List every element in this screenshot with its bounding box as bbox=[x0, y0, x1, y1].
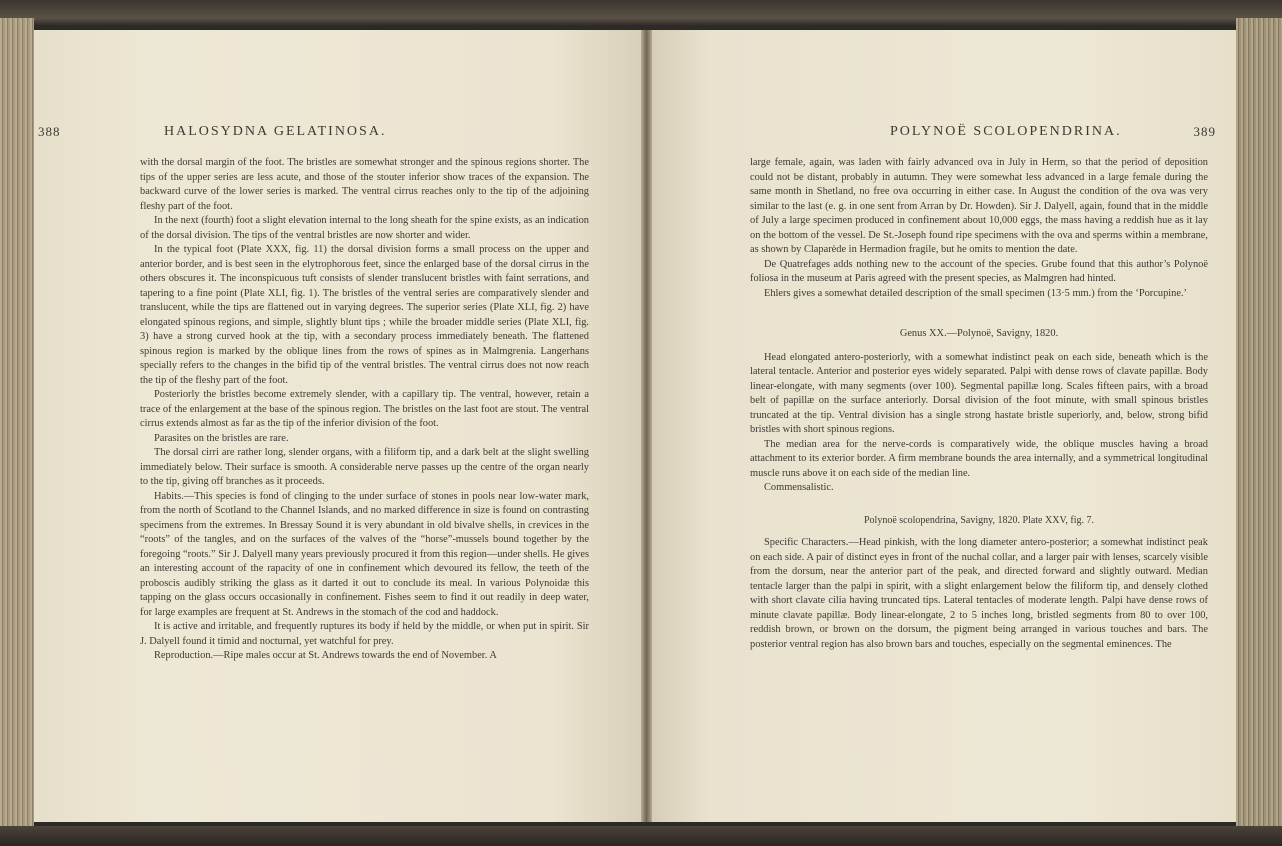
paragraph: In the next (fourth) foot a slight elevation internal to the long sheath for the spine exists, as an indication of the dorsal division. The tips of the ventral bristles are now shorter and wider. bbox=[140, 215, 589, 241]
paragraph: Parasites on the bristles are rare. bbox=[154, 432, 289, 444]
paragraph: In the typical foot (Plate XXX, fig. 11) the dorsal division forms a small process on the upper and anterior border, and is best seen in the elytrophorous feet, since the enlarged base of the dorsal cirrus in the others obscures it. The inconspicuous tuft consists of slender translucent bristles with faint serrations, and tapering to a fine point (Plate XLI, fig. 1). The bristles of the ventral series are comparatively slender and translucent, while the tips are flattened out in varying degrees. The superior series (Plate XLI, fig. 2) have elongated spinous regions, and simple, slightly blunt tips ; while the broader middle series (Plate XLI, fig. 3) have a strong curved hook at the tip, with a secondary process immediately beneath. The flattened spinous region is marked by the oblique lines from the rows of spines as in Malmgrenia. Langerhans specially refers to the changes in the bifid tip of the ventral bristles. The ventral cirrus does not now reach the tip of the fleshy part of the foot. bbox=[140, 244, 589, 386]
left-page bbox=[34, 30, 641, 822]
paragraph: Commensalistic. bbox=[764, 482, 834, 493]
paragraph: De Quatrefages adds nothing new to the account of the species. Grube found that this author’s Polynoë foliosa in the museum at Paris agreed with the present species, as Malmgren had hinted. bbox=[750, 258, 1208, 284]
page-edges-left bbox=[0, 18, 34, 830]
paragraph: The median area for the nerve-cords is comparatively wide, the oblique muscles having a broad attachment to its exterior border. A firm membrane bounds the area internally, and a symmetrical longitudinal muscle runs above it on each side of the median line. bbox=[750, 438, 1208, 479]
binding-top bbox=[0, 0, 1282, 26]
paragraph-habits: Habits.—This species is fond of clinging to the under surface of stones in pools near low-water mark, from the north of Scotland to the Channel Islands, and no marked difference in size is found on contrasting specimens from the extremes. In Bressay Sound it is very abundant in old bivalve shells, in crevices in the “roots” of the tangles, and on the surfaces of the valves of the “horse”-mussels bound together by the foregoing “roots.” Sir J. Dalyell many years previously procured it from this region—under shells. He gives an interesting account of the rapacity of one in confinement which devoured its fellow, the teeth of the proboscis audibly striking the glass as it darted it out to conclude its meal. In various Polynoidæ this tapping on the glass occurs occasionally in confinement. Fishes seem to find it out readily in deep water, for large examples are frequent at St. Andrews in the stomach of the cod and haddock. bbox=[140, 490, 590, 618]
running-head-right bbox=[750, 124, 1216, 144]
paragraph: The dorsal cirri are rather long, slender organs, with a filiform tip, and a dark belt at the slight swelling immediately below. Their surface is smooth. A considerable nerve passes up the centre of the organ nearly to the tip, giving off branches as it proceeds. bbox=[140, 447, 589, 487]
page-number: 388 bbox=[38, 124, 61, 139]
right-page bbox=[652, 30, 1236, 822]
running-title: HALOSYDNA GELATINOSA. bbox=[164, 124, 387, 139]
page-number: 389 bbox=[1193, 124, 1216, 139]
paragraph-specific-characters: Specific Characters.—Head pinkish, with the long diameter antero-posterior; a somewhat indistinct peak on each side. A pair of distinct eyes in front of the nuchal collar, and a larger pair with lenses, scarcely visible from the dorsum, near the anterior part of the peak, and directed forward and slightly outward. Median tentacle larger than the palpi in spirit, with a slight enlargement below the filiform tip, and densely clothed with short clavate cilia having truncated tips. Lateral tentacles of moderate length. Palpi have dense rows of minute clavate papillæ. Body linear-elongate, 2 to 5 inches long, bristled segments from 80 to over 100, reddish brown, or brown on the dorsum, the pigment being arranged in various touches and bars. The posterior ventral region has also brown bars and touches, especially on the segmental eminences. The bbox=[750, 537, 1208, 650]
paragraph: It is active and irritable, and frequently ruptures its body if held by the middle, or when put in spirit. Sir J. Dalyell found it timid and nocturnal, yet watchful for prey. bbox=[140, 621, 589, 647]
paragraph: with the dorsal margin of the foot. The bristles are somewhat stronger and the spinous regions shorter. The tips of the upper series are less acute, and those of the stouter inferior show traces of the expansion. The backward curve of the lower series is marked. The ventral cirrus reaches only to the tip of the adjoining fleshy part of the foot. bbox=[140, 157, 589, 212]
species-heading: Polynoë scolopendrina, Savigny, 1820. Plate XXV, fig. 7. bbox=[864, 514, 1094, 526]
paragraph: Ehlers gives a somewhat detailed description of the small specimen (13·5 mm.) from the ‘Porcupine.’ bbox=[764, 287, 1188, 299]
paragraph-reproduction: Reproduction.—Ripe males occur at St. Andrews towards the end of November. A bbox=[154, 650, 497, 661]
binding-bottom bbox=[0, 826, 1282, 846]
paragraph: Head elongated antero-posteriorly, with a somewhat indistinct peak on each side, beneath which is the lateral tentacle. Anterior and posterior eyes widely separated. Palpi with dense rows of clavate papillæ. Body linear-elongate, with many segments (over 100). Segmental papillæ long. Scales fifteen pairs, with a broad belt of papillæ on the surface anteriorly. Dorsal division of the foot minute, with small spinous bristles truncated at the tip. Ventral division has a single strong hastate bristle superiorly, and, below, strong bifid bristles with short spinous regions. bbox=[750, 351, 1208, 435]
genus-heading: Genus XX.—Polynoë, Savigny, 1820. bbox=[899, 328, 1059, 339]
paragraph: large female, again, was laden with fairly advanced ova in July in Herm, so that the period of deposition could not be distant, probably in autumn. They were somewhat less advanced in a large female during the same month in Shetland, no free ova occurring in either case. In August the condition of the ova was very similar to the last (e. g. in one sent from Arran by Dr. Howden). Sir J. Dalyell, again, found that in the middle of July a large specimen produced in confinement about 10,000 eggs, the mass having a reddish hue as it lay on the bottom of the vessel. De St.-Joseph found ripe specimens with the ova and sperms within a membrane, as shown by Claparède in Hermadion fragile, but he omits to mention the date. bbox=[750, 157, 1208, 255]
page-edges-right bbox=[1236, 18, 1282, 830]
paragraph: Posteriorly the bristles become extremely slender, with a capillary tip. The ventral, however, retain a trace of the enlargement at the base of the spinous region. The bristles on the last foot are stout. The ventral cirrus extends almost as far as the tip of the inferior division of the foot. bbox=[140, 389, 589, 429]
book-gutter bbox=[641, 30, 652, 822]
running-title: POLYNOË SCOLOPENDRINA. bbox=[890, 124, 1122, 139]
running-head-left bbox=[38, 124, 589, 144]
